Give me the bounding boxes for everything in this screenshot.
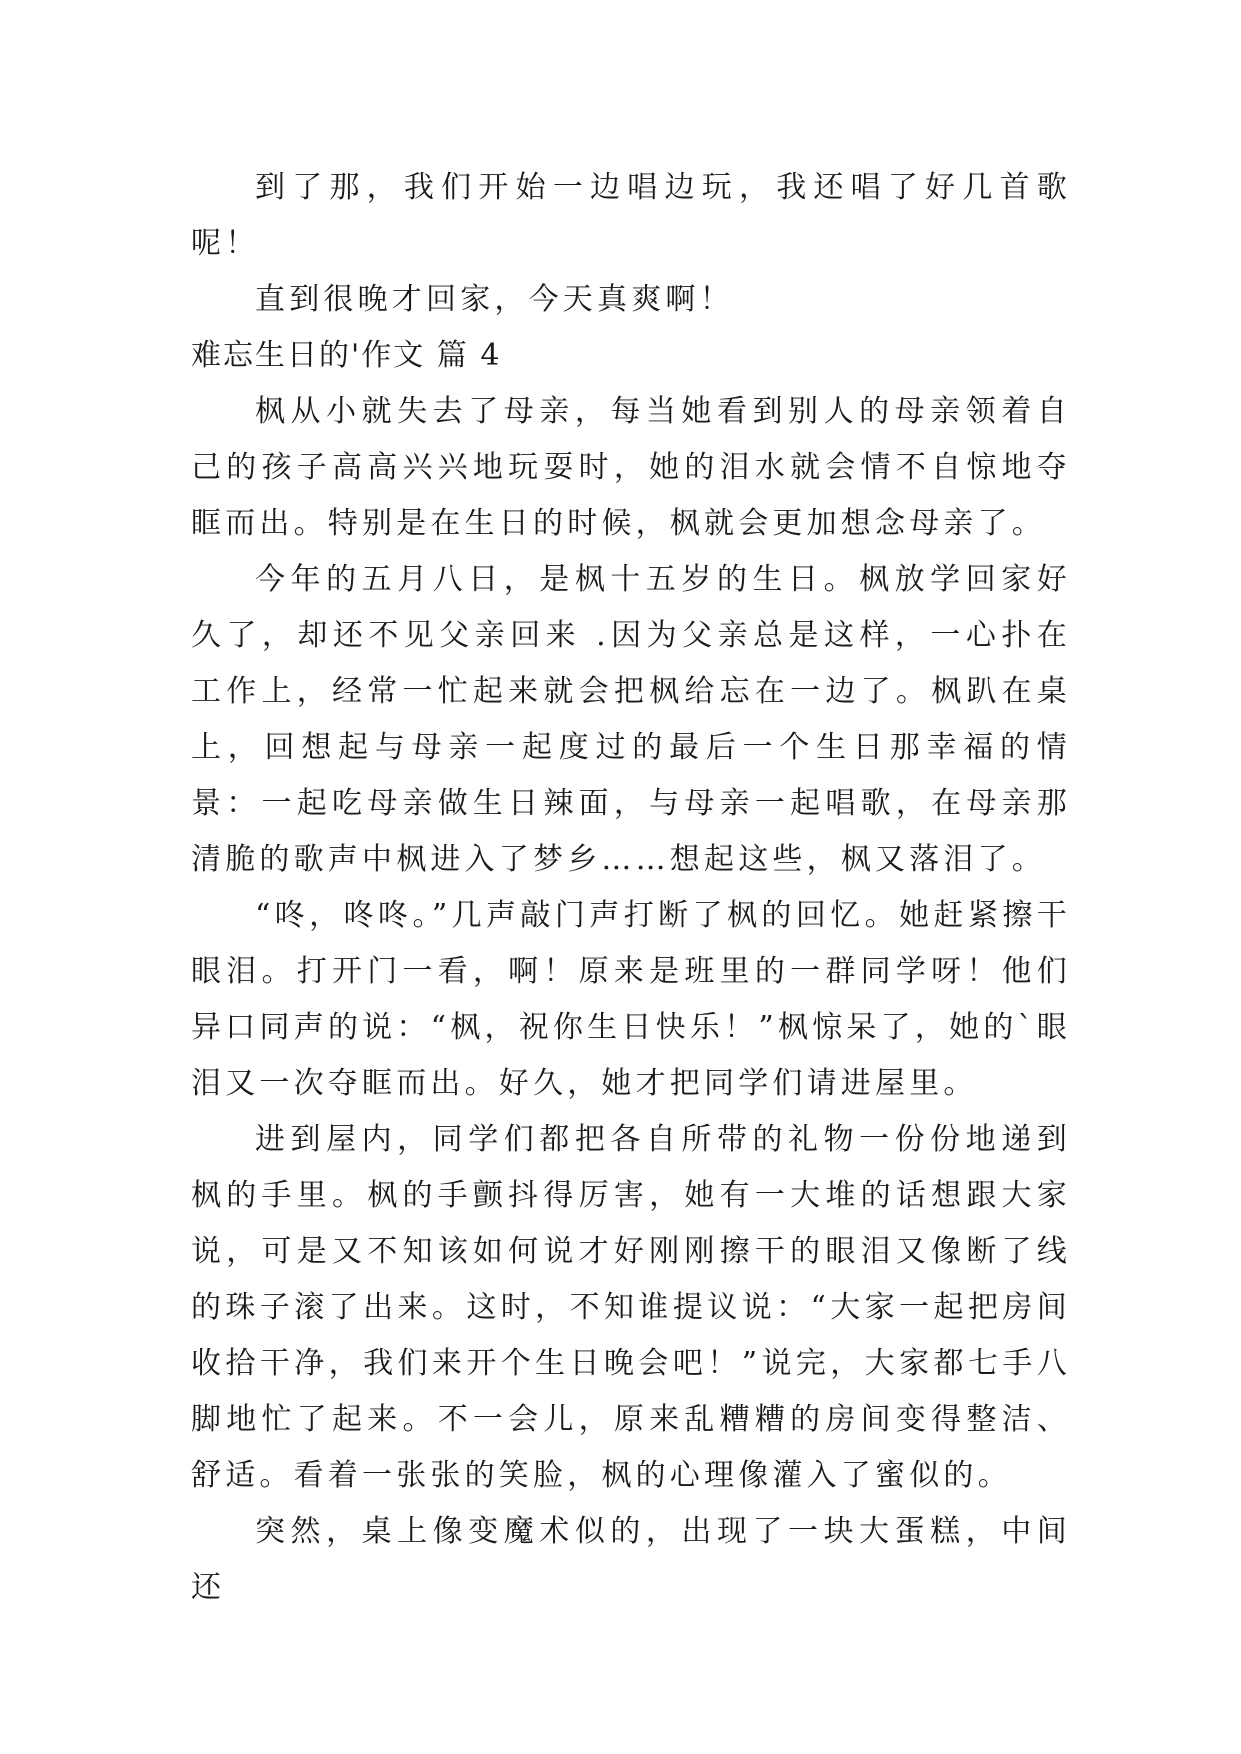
paragraph-continued-1: 到了那，我们开始一边唱边玩，我还唱了好几首歌呢！ [191,170,1071,261]
paragraph-2: 今年的五月八日，是枫十五岁的生日。枫放学回家好久了，却还不见父亲回来 .因为父亲总是这样，一心扑在工作上，经常一忙起来就会把枫给忘在一边了。枫趴在桌上，回想起与母亲一起度过的最后一个生日那幸福的情景：一起吃母亲做生日辣面，与母亲一起唱歌，在母亲那清脆的歌声中枫进入了梦乡……想起这些，枫又落泪了。 [191,562,1071,877]
paragraph-3: “咚，咚咚。”几声敲门声打断了枫的回忆。她赶紧擦干眼泪。打开门一看，啊！原来是班里的一群同学呀！他们异口同声的说：“枫，祝你生日快乐！”枫惊呆了，她的`眼泪又一次夺眶而出。好久，她才把同学们请进屋里。 [191,898,1071,1101]
paragraph-1: 枫从小就失去了母亲，每当她看到别人的母亲领着自己的孩子高高兴兴地玩耍时，她的泪水就会情不自惊地夺眶而出。特别是在生日的时候，枫就会更加想念母亲了。 [191,394,1071,541]
paragraph-continued-2: 直到很晚才回家，今天真爽啊！ [255,282,734,317]
document-body [191,160,1071,1616]
paragraph-4: 进到屋内，同学们都把各自所带的礼物一份份地递到枫的手里。枫的手颤抖得厉害，她有一大堆的话想跟大家说，可是又不知该如何说才好刚刚擦干的眼泪又像断了线的珠子滚了出来。这时，不知谁提议说：“大家一起把房间收拾干净，我们来开个生日晚会吧！”说完，大家都七手八脚地忙了起来。不一会儿，原来乱糟糟的房间变得整洁、舒适。看着一张张的笑脸，枫的心理像灌入了蜜似的。 [191,1122,1071,1493]
paragraph-5: 突然，桌上像变魔术似的，出现了一块大蛋糕，中间还 [191,1514,1071,1605]
section-heading: 难忘生日的'作文 篇 4 [191,338,502,373]
